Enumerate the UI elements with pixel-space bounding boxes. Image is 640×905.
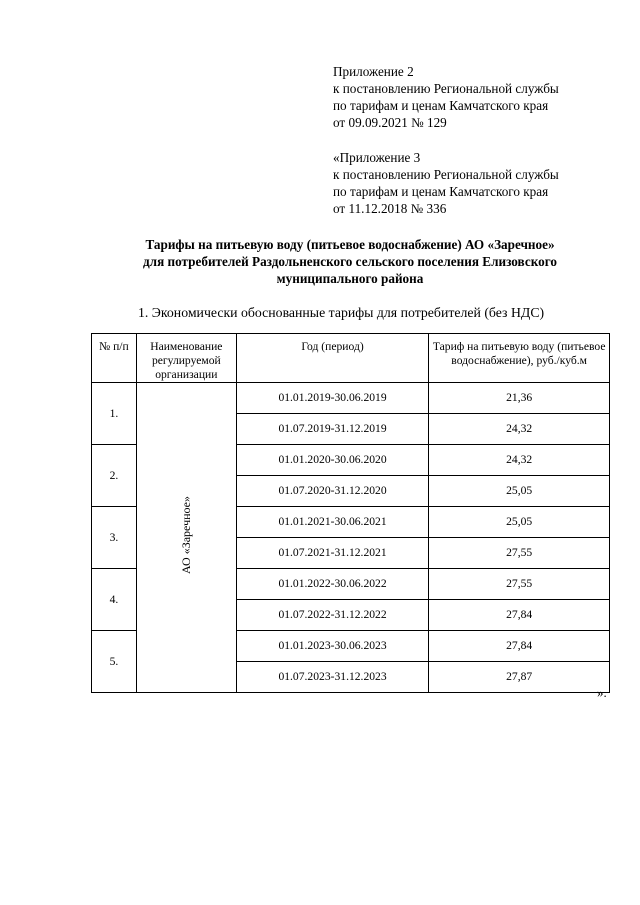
- period-cell: 01.01.2023-30.06.2023: [236, 631, 429, 662]
- closing-quote-mark: ».: [597, 685, 607, 700]
- organization-name: АО «Заречное»: [179, 496, 194, 575]
- period-cell: 01.07.2021-31.12.2021: [236, 538, 429, 569]
- header-org: Наименование регулируемой организации: [136, 334, 236, 383]
- table-header-row: [92, 334, 610, 383]
- title-line: для потребителей Раздольненского сельского поселения Елизовского: [143, 254, 557, 269]
- row-number: 3.: [92, 507, 137, 569]
- tariff-cell: 27,87: [429, 662, 610, 693]
- period-cell: 01.07.2023-31.12.2023: [236, 662, 429, 693]
- appendix-header-current: [333, 63, 559, 131]
- header-num: № п/п: [92, 334, 137, 383]
- title-line: муниципального района: [276, 271, 424, 286]
- period-cell: 01.07.2019-31.12.2019: [236, 414, 429, 445]
- appendix-line: по тарифам и ценам Камчатского края: [333, 98, 549, 113]
- appendix-header-original: [333, 149, 559, 217]
- tariffs-table: [91, 333, 610, 693]
- tariff-cell: 25,05: [429, 476, 610, 507]
- tariff-cell: 27,55: [429, 569, 610, 600]
- period-cell: 01.01.2019-30.06.2019: [236, 383, 429, 414]
- row-number: 4.: [92, 569, 137, 631]
- appendix-line: «Приложение 3: [333, 150, 421, 165]
- period-cell: 01.07.2020-31.12.2020: [236, 476, 429, 507]
- tariff-cell: 21,36: [429, 383, 610, 414]
- period-cell: 01.01.2022-30.06.2022: [236, 569, 429, 600]
- header-period: Год (период): [236, 334, 429, 383]
- tariff-cell: 27,84: [429, 631, 610, 662]
- appendix-line: от 11.12.2018 № 336: [333, 201, 447, 216]
- tariff-cell: 25,05: [429, 507, 610, 538]
- appendix-line: от 09.09.2021 № 129: [333, 115, 447, 130]
- organization-cell: [136, 383, 236, 693]
- appendix-line: Приложение 2: [333, 64, 414, 79]
- tariff-cell: 27,55: [429, 538, 610, 569]
- appendix-line: к постановлению Региональной службы: [333, 167, 559, 182]
- header-tariff: Тариф на питьевую воду (питьевое водоснабжение), руб./куб.м: [429, 334, 610, 383]
- tariff-cell: 24,32: [429, 445, 610, 476]
- title-line: Тарифы на питьевую воду (питьевое водоснабжение) АО «Заречное»: [145, 237, 555, 252]
- section-subtitle: 1. Экономически обоснованные тарифы для потребителей (без НДС): [138, 305, 545, 320]
- row-number: 5.: [92, 631, 137, 693]
- tariff-cell: 27,84: [429, 600, 610, 631]
- row-number: 2.: [92, 445, 137, 507]
- appendix-line: к постановлению Региональной службы: [333, 81, 559, 96]
- period-cell: 01.01.2021-30.06.2021: [236, 507, 429, 538]
- period-cell: 01.07.2022-31.12.2022: [236, 600, 429, 631]
- table-row: [92, 383, 610, 414]
- document-title: [90, 236, 610, 287]
- appendix-line: по тарифам и ценам Камчатского края: [333, 184, 549, 199]
- tariff-cell: 24,32: [429, 414, 610, 445]
- period-cell: 01.01.2020-30.06.2020: [236, 445, 429, 476]
- row-number: 1.: [92, 383, 137, 445]
